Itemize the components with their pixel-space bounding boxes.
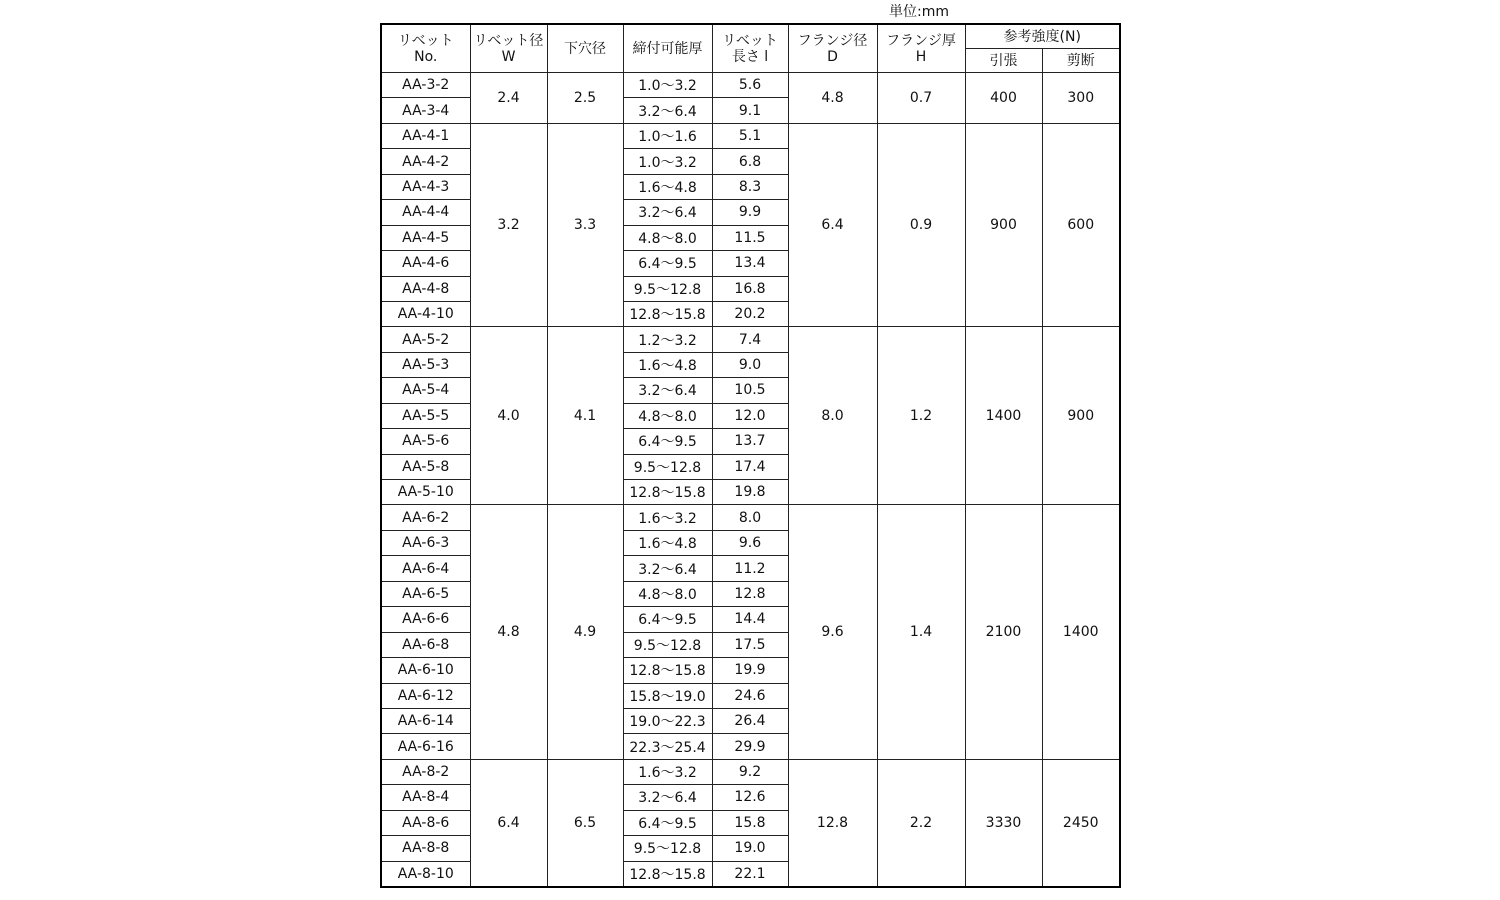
cell-rivet-length: 9.9 — [712, 200, 788, 225]
cell-grip-range: 22.3〜25.4 — [623, 734, 712, 759]
cell-rivet-no: AA-6-6 — [381, 607, 470, 632]
cell-rivet-length: 17.5 — [712, 632, 788, 657]
cell-rivet-no: AA-4-8 — [381, 276, 470, 301]
table-row — [381, 505, 1120, 530]
cell-grip-range: 1.0〜3.2 — [623, 73, 712, 98]
header-reference-strength: 参考強度(N) — [965, 24, 1120, 49]
cell-grip-range: 1.6〜4.8 — [623, 530, 712, 555]
cell-flange-diameter: 4.8 — [788, 73, 877, 124]
cell-grip-range: 19.0〜22.3 — [623, 708, 712, 733]
header-shear: 剪断 — [1042, 49, 1120, 73]
header-flange-diameter: フランジ径 D — [788, 24, 877, 73]
cell-grip-range: 1.6〜3.2 — [623, 759, 712, 784]
cell-rivet-no: AA-5-4 — [381, 378, 470, 403]
cell-hole-diameter: 2.5 — [547, 73, 623, 124]
cell-rivet-no: AA-6-2 — [381, 505, 470, 530]
cell-rivet-no: AA-5-2 — [381, 327, 470, 352]
cell-rivet-no: AA-6-16 — [381, 734, 470, 759]
cell-rivet-length: 9.6 — [712, 530, 788, 555]
cell-grip-range: 3.2〜6.4 — [623, 378, 712, 403]
cell-flange-diameter: 8.0 — [788, 327, 877, 505]
cell-rivet-no: AA-5-10 — [381, 480, 470, 505]
header-rivet-diameter: リベット径 W — [470, 24, 547, 73]
cell-rivet-no: AA-5-6 — [381, 429, 470, 454]
cell-grip-range: 1.2〜3.2 — [623, 327, 712, 352]
cell-shear: 900 — [1042, 327, 1120, 505]
cell-rivet-no: AA-5-8 — [381, 454, 470, 479]
cell-rivet-length: 16.8 — [712, 276, 788, 301]
cell-rivet-no: AA-3-2 — [381, 73, 470, 98]
cell-hole-diameter: 3.3 — [547, 123, 623, 327]
cell-grip-range: 9.5〜12.8 — [623, 632, 712, 657]
cell-rivet-no: AA-5-3 — [381, 352, 470, 377]
cell-rivet-length: 24.6 — [712, 683, 788, 708]
cell-rivet-length: 12.0 — [712, 403, 788, 428]
cell-grip-range: 6.4〜9.5 — [623, 251, 712, 276]
cell-grip-range: 1.6〜4.8 — [623, 174, 712, 199]
cell-rivet-no: AA-3-4 — [381, 98, 470, 123]
cell-flange-diameter: 12.8 — [788, 759, 877, 887]
cell-grip-range: 12.8〜15.8 — [623, 861, 712, 887]
cell-rivet-length: 19.0 — [712, 836, 788, 861]
cell-grip-range: 12.8〜15.8 — [623, 658, 712, 683]
cell-rivet-length: 9.1 — [712, 98, 788, 123]
cell-tensile: 900 — [965, 123, 1042, 327]
cell-rivet-no: AA-4-2 — [381, 149, 470, 174]
cell-rivet-no: AA-6-3 — [381, 530, 470, 555]
cell-rivet-length: 15.8 — [712, 810, 788, 835]
cell-flange-thickness: 0.9 — [877, 123, 965, 327]
header-rivet-length: リベット 長さ l — [712, 24, 788, 73]
table-row — [381, 759, 1120, 784]
cell-rivet-no: AA-6-4 — [381, 556, 470, 581]
cell-hole-diameter: 6.5 — [547, 759, 623, 887]
table-row — [381, 73, 1120, 98]
cell-tensile: 400 — [965, 73, 1042, 124]
cell-rivet-length: 9.0 — [712, 352, 788, 377]
cell-rivet-length: 8.3 — [712, 174, 788, 199]
cell-rivet-no: AA-4-4 — [381, 200, 470, 225]
cell-rivet-length: 19.9 — [712, 658, 788, 683]
cell-rivet-diameter: 4.8 — [470, 505, 547, 759]
cell-grip-range: 6.4〜9.5 — [623, 429, 712, 454]
cell-grip-range: 4.8〜8.0 — [623, 403, 712, 428]
cell-rivet-length: 17.4 — [712, 454, 788, 479]
rivet-spec-table — [380, 23, 1121, 888]
table-header — [381, 24, 1120, 73]
cell-grip-range: 9.5〜12.8 — [623, 454, 712, 479]
header-rivet-no: リベット No. — [381, 24, 470, 73]
cell-flange-thickness: 2.2 — [877, 759, 965, 887]
cell-rivet-length: 13.7 — [712, 429, 788, 454]
table-body — [381, 73, 1120, 888]
cell-grip-range: 4.8〜8.0 — [623, 581, 712, 606]
cell-rivet-length: 12.8 — [712, 581, 788, 606]
cell-rivet-no: AA-6-8 — [381, 632, 470, 657]
header-tensile: 引張 — [965, 49, 1042, 73]
cell-rivet-no: AA-4-3 — [381, 174, 470, 199]
cell-grip-range: 9.5〜12.8 — [623, 836, 712, 861]
cell-grip-range: 3.2〜6.4 — [623, 556, 712, 581]
cell-grip-range: 1.6〜3.2 — [623, 505, 712, 530]
cell-rivet-length: 6.8 — [712, 149, 788, 174]
cell-rivet-length: 11.2 — [712, 556, 788, 581]
cell-shear: 300 — [1042, 73, 1120, 124]
cell-rivet-length: 11.5 — [712, 225, 788, 250]
cell-rivet-no: AA-8-10 — [381, 861, 470, 887]
cell-rivet-no: AA-4-6 — [381, 251, 470, 276]
cell-hole-diameter: 4.1 — [547, 327, 623, 505]
cell-rivet-no: AA-6-5 — [381, 581, 470, 606]
cell-rivet-diameter: 3.2 — [470, 123, 547, 327]
cell-grip-range: 6.4〜9.5 — [623, 607, 712, 632]
cell-rivet-length: 12.6 — [712, 785, 788, 810]
unit-label: 単位:mm — [889, 4, 949, 20]
cell-flange-diameter: 9.6 — [788, 505, 877, 759]
cell-rivet-length: 8.0 — [712, 505, 788, 530]
cell-rivet-diameter: 6.4 — [470, 759, 547, 887]
cell-grip-range: 1.0〜3.2 — [623, 149, 712, 174]
cell-rivet-diameter: 4.0 — [470, 327, 547, 505]
cell-grip-range: 3.2〜6.4 — [623, 200, 712, 225]
cell-grip-range: 15.8〜19.0 — [623, 683, 712, 708]
cell-rivet-no: AA-4-10 — [381, 301, 470, 326]
cell-shear: 600 — [1042, 123, 1120, 327]
header-grip-range: 締付可能厚 — [623, 24, 712, 73]
cell-rivet-length: 14.4 — [712, 607, 788, 632]
cell-rivet-length: 29.9 — [712, 734, 788, 759]
cell-rivet-no: AA-4-5 — [381, 225, 470, 250]
cell-shear: 2450 — [1042, 759, 1120, 887]
cell-flange-thickness: 1.4 — [877, 505, 965, 759]
cell-tensile: 1400 — [965, 327, 1042, 505]
cell-hole-diameter: 4.9 — [547, 505, 623, 759]
cell-rivet-no: AA-8-8 — [381, 836, 470, 861]
cell-rivet-length: 5.1 — [712, 123, 788, 148]
cell-grip-range: 9.5〜12.8 — [623, 276, 712, 301]
cell-rivet-no: AA-4-1 — [381, 123, 470, 148]
cell-rivet-length: 22.1 — [712, 861, 788, 887]
cell-rivet-no: AA-8-2 — [381, 759, 470, 784]
cell-grip-range: 12.8〜15.8 — [623, 480, 712, 505]
cell-grip-range: 3.2〜6.4 — [623, 785, 712, 810]
header-hole-diameter: 下穴径 — [547, 24, 623, 73]
cell-rivet-no: AA-5-5 — [381, 403, 470, 428]
cell-grip-range: 4.8〜8.0 — [623, 225, 712, 250]
cell-flange-thickness: 1.2 — [877, 327, 965, 505]
cell-rivet-length: 7.4 — [712, 327, 788, 352]
cell-rivet-length: 13.4 — [712, 251, 788, 276]
cell-flange-diameter: 6.4 — [788, 123, 877, 327]
cell-rivet-no: AA-6-12 — [381, 683, 470, 708]
cell-grip-range: 1.0〜1.6 — [623, 123, 712, 148]
header-flange-thickness: フランジ厚 H — [877, 24, 965, 73]
table-row — [381, 123, 1120, 148]
cell-rivet-length: 5.6 — [712, 73, 788, 98]
cell-flange-thickness: 0.7 — [877, 73, 965, 124]
cell-rivet-no: AA-6-14 — [381, 708, 470, 733]
cell-grip-range: 12.8〜15.8 — [623, 301, 712, 326]
cell-grip-range: 6.4〜9.5 — [623, 810, 712, 835]
cell-rivet-no: AA-6-10 — [381, 658, 470, 683]
table-row — [381, 327, 1120, 352]
cell-rivet-length: 19.8 — [712, 480, 788, 505]
cell-rivet-length: 26.4 — [712, 708, 788, 733]
cell-grip-range: 3.2〜6.4 — [623, 98, 712, 123]
cell-rivet-diameter: 2.4 — [470, 73, 547, 124]
cell-rivet-length: 10.5 — [712, 378, 788, 403]
cell-rivet-no: AA-8-4 — [381, 785, 470, 810]
cell-rivet-length: 9.2 — [712, 759, 788, 784]
cell-tensile: 2100 — [965, 505, 1042, 759]
cell-tensile: 3330 — [965, 759, 1042, 887]
cell-rivet-length: 20.2 — [712, 301, 788, 326]
cell-shear: 1400 — [1042, 505, 1120, 759]
cell-rivet-no: AA-8-6 — [381, 810, 470, 835]
cell-grip-range: 1.6〜4.8 — [623, 352, 712, 377]
